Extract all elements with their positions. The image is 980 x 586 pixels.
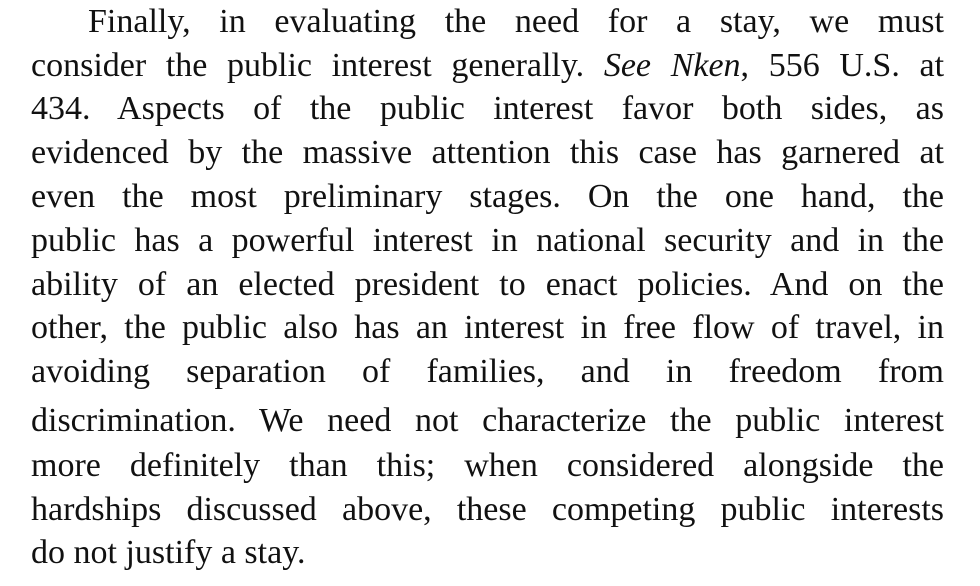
paragraph-line-7: ability of an elected president to enact policies. And on the	[31, 266, 944, 303]
paragraph-line-13: do not justify a stay.	[31, 534, 306, 571]
paragraph-line-8: other, the public also has an interest in free flow of travel, in	[31, 309, 944, 346]
citation-case-name: Nken	[670, 47, 741, 84]
paragraph-line-5: even the most preliminary stages. On the one hand, the	[31, 178, 944, 215]
paragraph-line-10: discrimination. We need not characterize the public interest	[31, 402, 944, 439]
citation-reporter: , 556 U.S. at	[740, 47, 945, 84]
citation-signal: See	[603, 47, 652, 84]
paragraph-line-2-text: consider the public interest generally.	[31, 47, 585, 84]
paragraph-line-3: 434. Aspects of the public interest favor both sides, as	[31, 90, 944, 127]
paragraph-line-1: Finally, in evaluating the need for a stay, we must	[88, 3, 944, 40]
paragraph-line-11: more definitely than this; when considered alongside the	[31, 447, 944, 484]
paragraph-line-9: avoiding separation of families, and in freedom from	[31, 353, 944, 390]
paragraph-line-6: public has a powerful interest in national security and in the	[31, 222, 944, 259]
paragraph-line-12: hardships discussed above, these competing public interests	[31, 491, 944, 528]
paragraph-line-2	[31, 46, 944, 86]
paragraph-line-4: evidenced by the massive attention this case has garnered at	[31, 134, 944, 171]
